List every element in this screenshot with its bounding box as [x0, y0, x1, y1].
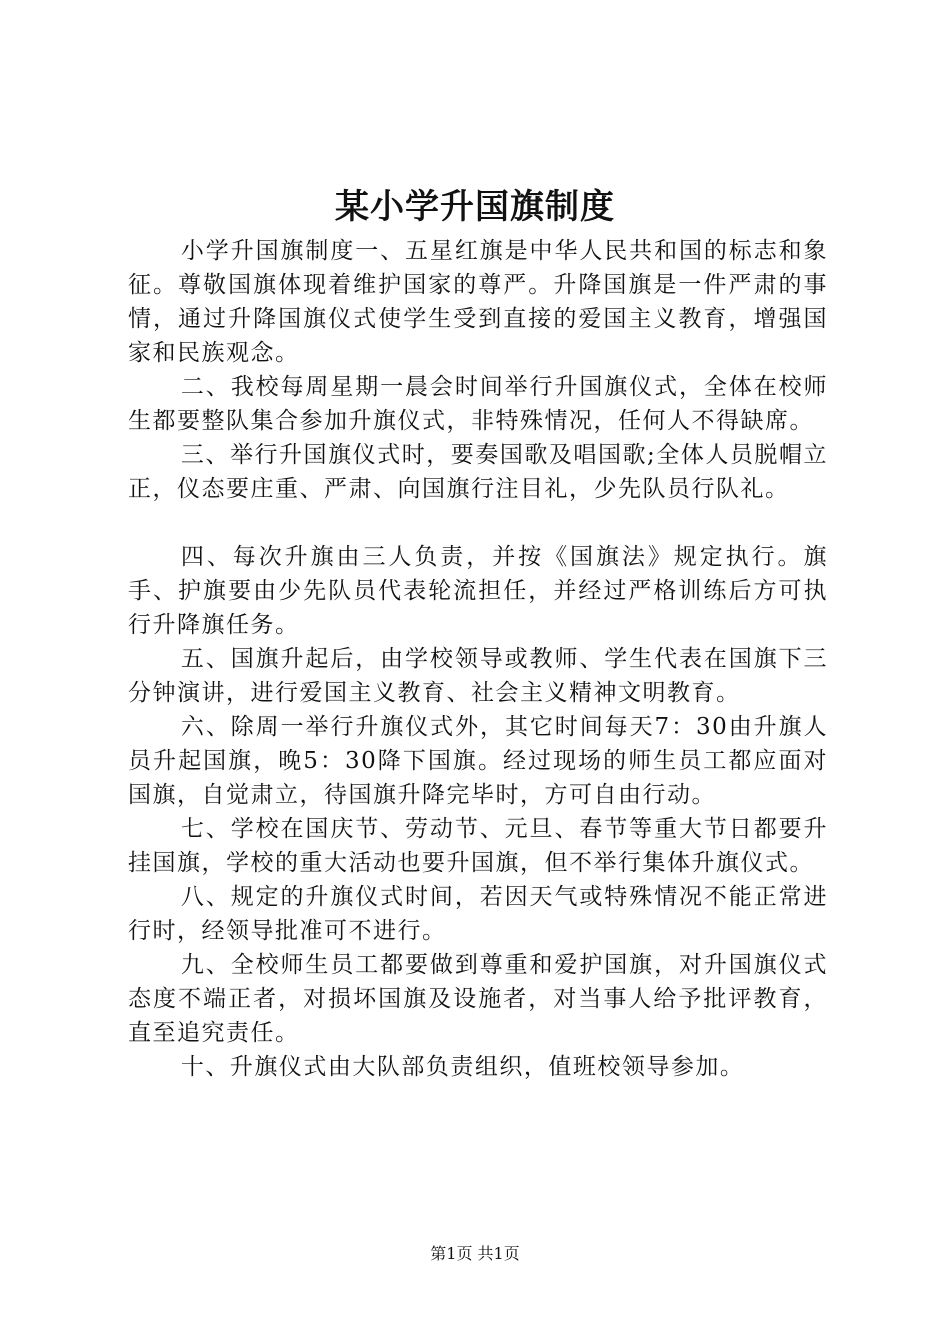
paragraph-6: 六、除周一举行升旗仪式外，其它时间每天7：30由升旗人员升起国旗，晚5：30降下国旗。经过现场的师生员工都应面对国旗，自觉肃立，待国旗升降完毕时，方可自由行动。 [128, 714, 828, 808]
paragraph-7: 七、学校在国庆节、劳动节、元旦、春节等重大节日都要升挂国旗，学校的重大活动也要升国旗，但不举行集体升旗仪式。 [128, 816, 828, 876]
paragraph-3: 三、举行升国旗仪式时，要奏国歌及唱国歌;全体人员脱帽立正，仪态要庄重、严肃、向国旗行注目礼，少先队员行队礼。 [128, 442, 828, 502]
paragraph-4: 四、每次升旗由三人负责，并按《国旗法》规定执行。旗手、护旗要由少先队员代表轮流担任，并经过严格训练后方可执行升降旗任务。 [128, 544, 828, 638]
paragraph-2: 二、我校每周星期一晨会时间举行升国旗仪式，全体在校师生都要整队集合参加升旗仪式，非特殊情况，任何人不得缺席。 [128, 374, 828, 434]
document-title: 某小学升国旗制度 [335, 187, 615, 227]
paragraph-8: 八、规定的升旗仪式时间，若因天气或特殊情况不能正常进行时，经领导批准可不进行。 [128, 884, 828, 944]
paragraph-5: 五、国旗升起后，由学校领导或教师、学生代表在国旗下三分钟演讲，进行爱国主义教育、社会主义精神文明教育。 [128, 646, 828, 706]
paragraph-10: 十、升旗仪式由大队部负责组织，值班校领导参加。 [180, 1054, 745, 1080]
document-body [128, 234, 828, 1084]
page-footer: 第1页 共1页 [430, 1244, 520, 1263]
paragraph-1: 小学升国旗制度一、五星红旗是中华人民共和国的标志和象征。尊敬国旗体现着维护国家的尊严。升降国旗是一件严肃的事情，通过升降国旗仪式使学生受到直接的爱国主义教育，增强国家和民族观念。 [128, 238, 828, 366]
paragraph-9: 九、全校师生员工都要做到尊重和爱护国旗，对升国旗仪式态度不端正者，对损坏国旗及设施者，对当事人给予批评教育，直至追究责任。 [128, 952, 828, 1046]
